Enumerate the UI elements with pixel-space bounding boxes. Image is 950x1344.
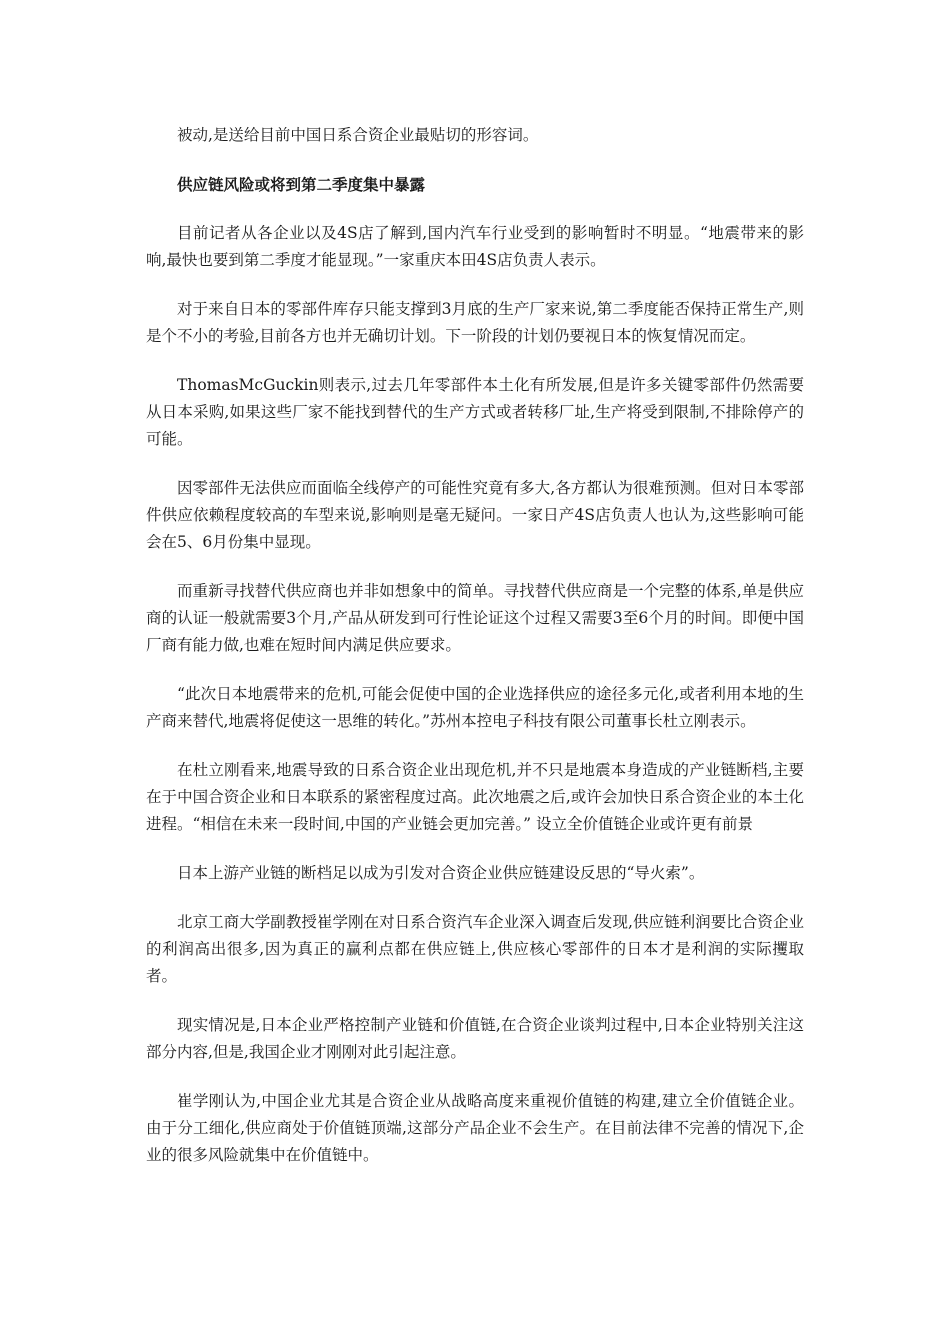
- section-heading: 供应链风险或将到第二季度集中暴露: [177, 175, 426, 194]
- paragraph-quote: “此次日本地震带来的危机,可能会促使中国的企业选择供应的途径多元化,或者利用本地的生产商来替代,地震将促使这一思维的转化。”苏州本控电子科技有限公司董事长杜立刚表示。: [146, 685, 804, 730]
- paragraph: 现实情况是,日本企业严格控制产业链和价值链,在合资企业谈判过程中,日本企业特别关注这部分内容,但是,我国企业才刚刚对此引起注意。: [146, 1016, 804, 1061]
- paragraph: 而重新寻找替代供应商也并非如想象中的简单。寻找替代供应商是一个完整的体系,单是供应商的认证一般就需要3个月,产品从研发到可行性论证这个过程又需要3至6个月的时间。即便中国厂商有能力做,也难在短时间内满足供应要求。: [146, 582, 804, 654]
- paragraph: 北京工商大学副教授崔学刚在对日系合资汽车企业深入调查后发现,供应链利润要比合资企业的利润高出很多,因为真正的赢利点都在供应链上,供应核心零部件的日本才是利润的实际攫取者。: [146, 913, 804, 985]
- paragraph: 日本上游产业链的断档足以成为引发对合资企业供应链建设反思的“导火索”。: [177, 864, 705, 882]
- paragraph: 目前记者从各企业以及4S店了解到,国内汽车行业受到的影响暂时不明显。“地震带来的影响,最快也要到第二季度才能显现。”一家重庆本田4S店负责人表示。: [146, 224, 804, 269]
- paragraph: ThomasMcGuckin则表示,过去几年零部件本土化有所发展,但是许多关键零部件仍然需要从日本采购,如果这些厂家不能找到替代的生产方式或者转移厂址,生产将受到限制,不排除停产的可能。: [146, 376, 804, 448]
- paragraph-intro: 被动,是送给目前中国日系合资企业最贴切的形容词。: [177, 126, 539, 144]
- paragraph: 在杜立刚看来,地震导致的日系合资企业出现危机,并不只是地震本身造成的产业链断档,主要在于中国合资企业和日本联系的紧密程度过高。此次地震之后,或许会加快日系合资企业的本土化进程。“相信在未来一段时间,中国的产业链会更加完善。” 设立全价值链企业或许更有前景: [146, 761, 804, 833]
- document-page: [146, 122, 804, 1191]
- paragraph: 崔学刚认为,中国企业尤其是合资企业从战略高度来重视价值链的构建,建立全价值链企业。由于分工细化,供应商处于价值链顶端,这部分产品企业不会生产。在目前法律不完善的情况下,企业的很多风险就集中在价值链中。: [146, 1092, 804, 1164]
- paragraph: 因零部件无法供应而面临全线停产的可能性究竟有多大,各方都认为很难预测。但对日本零部件供应依赖程度较高的车型来说,影响则是毫无疑问。一家日产4S店负责人也认为,这些影响可能会在5、6月份集中显现。: [146, 479, 804, 551]
- paragraph: 对于来自日本的零部件库存只能支撑到3月底的生产厂家来说,第二季度能否保持正常生产,则是个不小的考验,目前各方也并无确切计划。下一阶段的计划仍要视日本的恢复情况而定。: [146, 300, 804, 345]
